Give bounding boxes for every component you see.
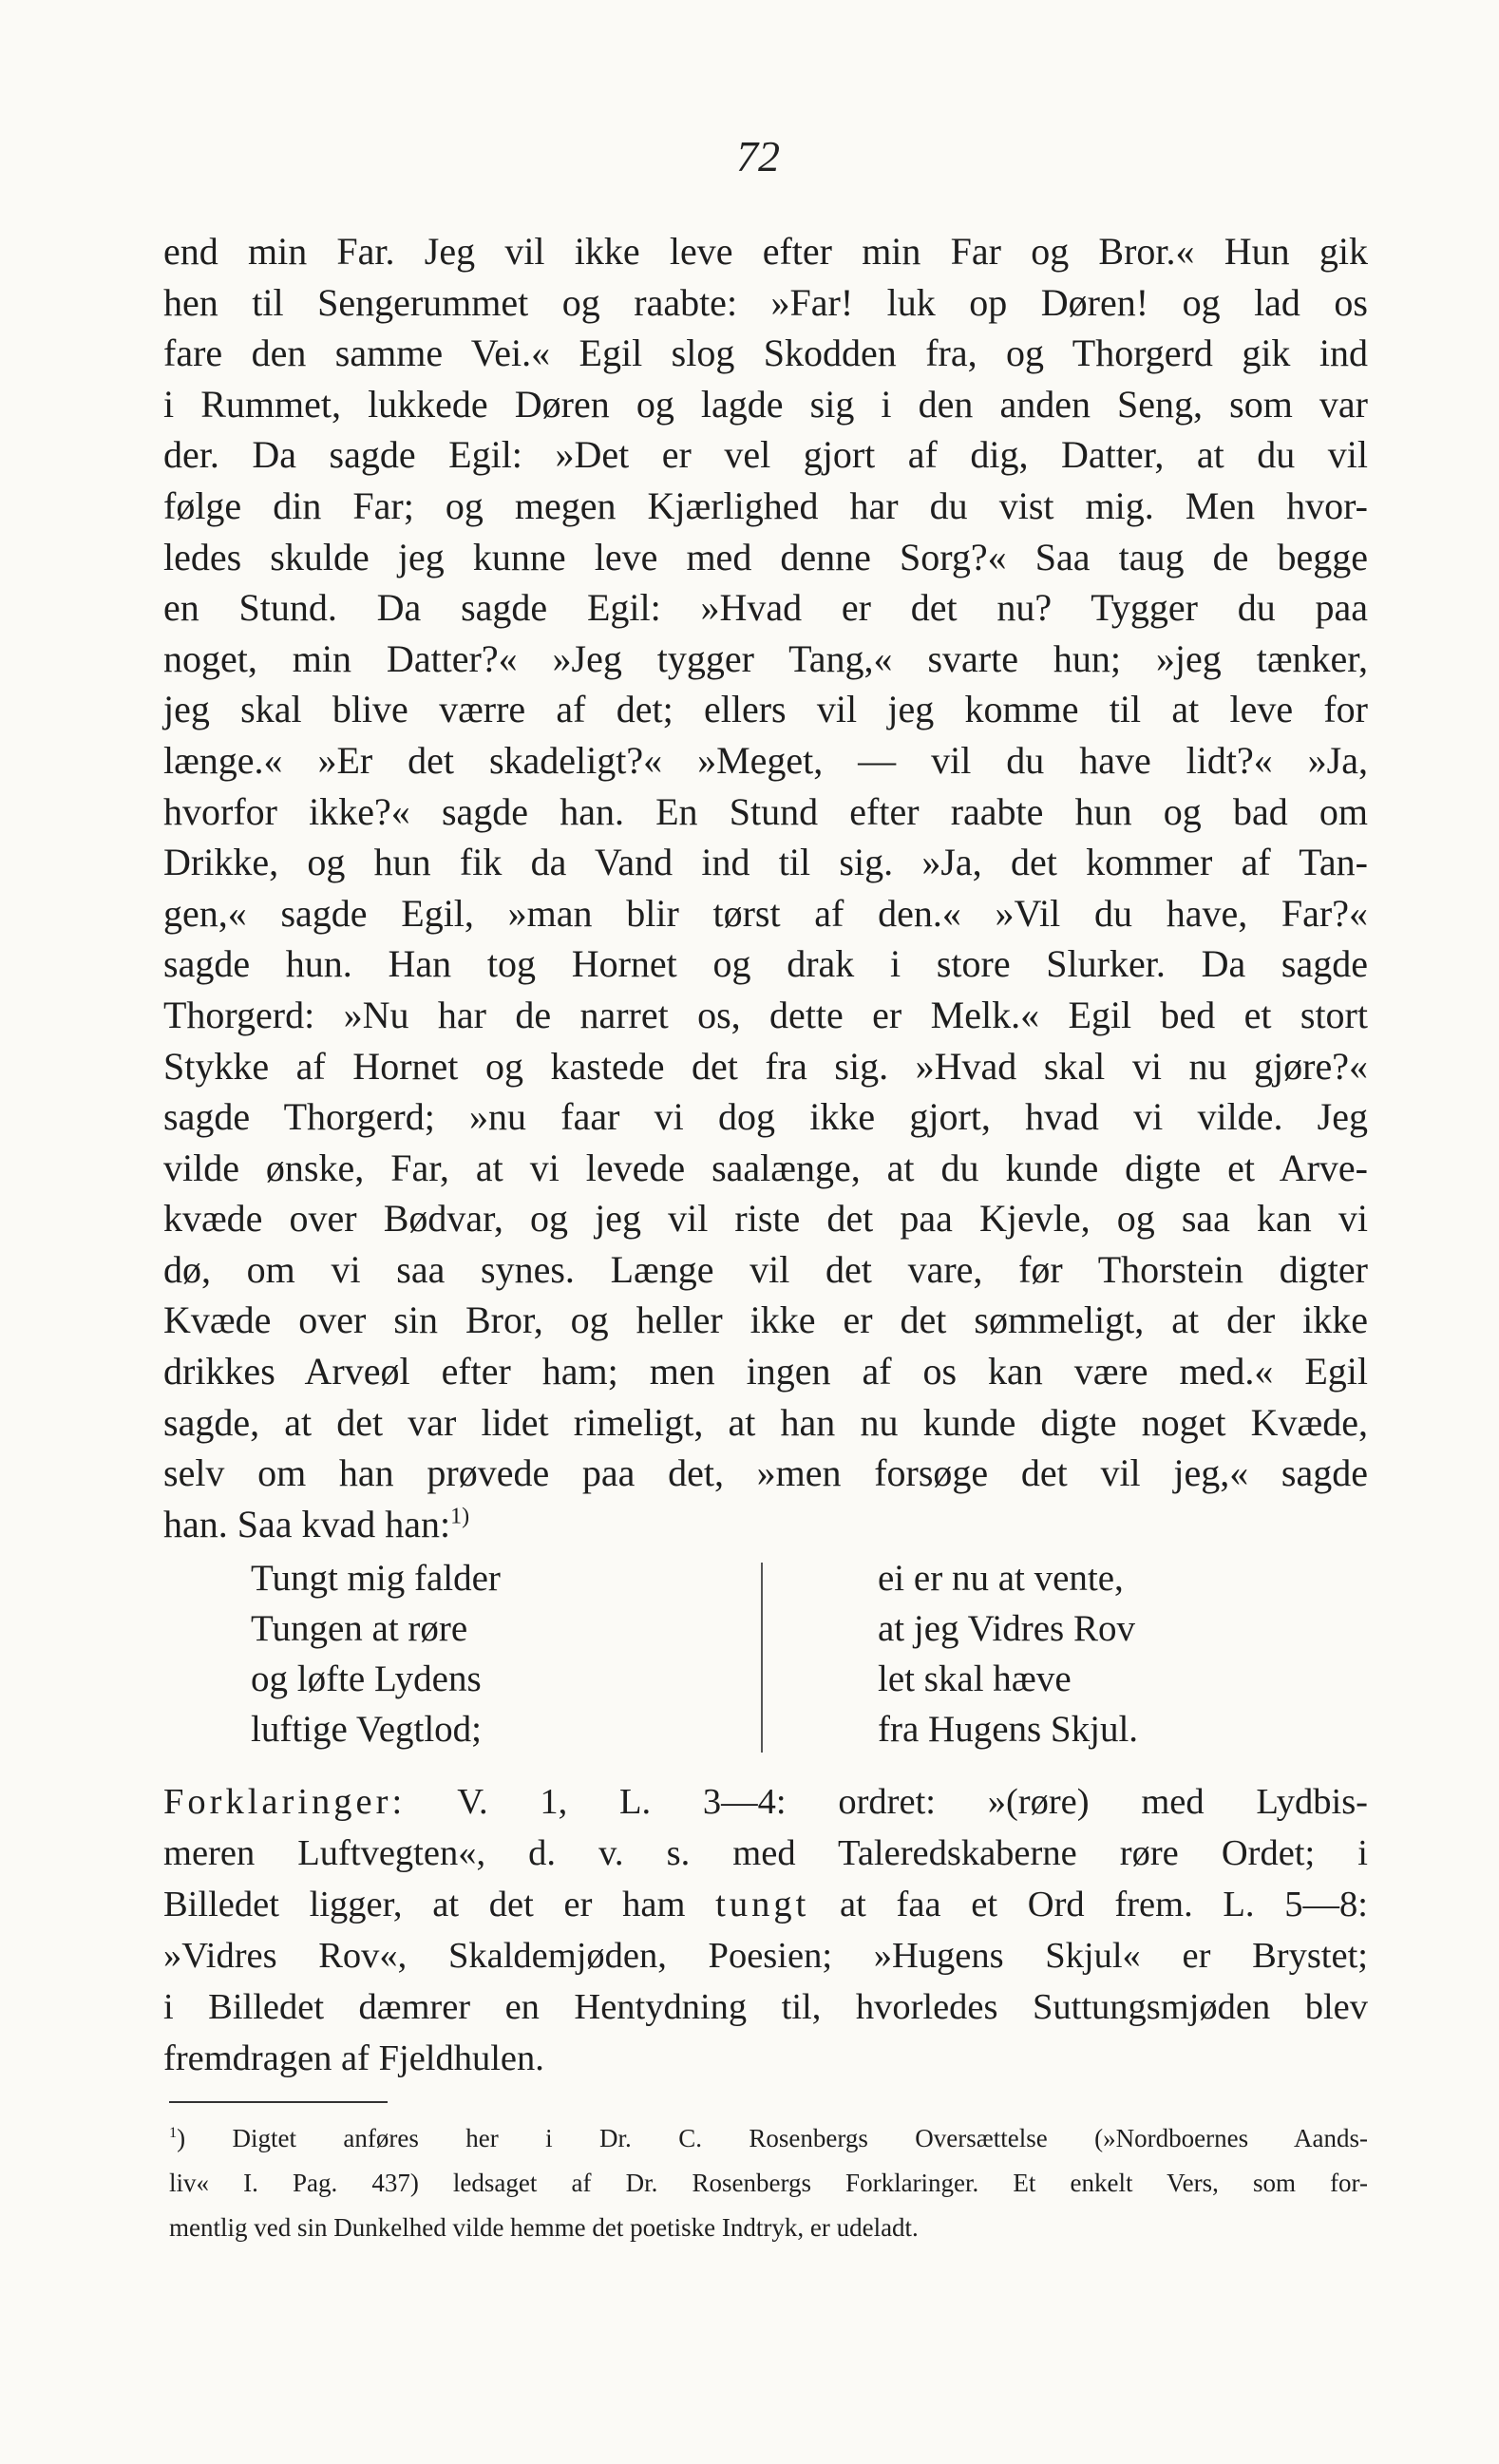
body-line: fare den samme Vei.« Egil slog Skodden fra, og Thorgerd gik ind [163,332,1368,375]
body-line-text: han. Saa kvad han: [163,1502,451,1545]
body-line: Stykke af Hornet og kastede det fra sig. »Hvad skal vi nu gjøre?« [163,1044,1368,1088]
poem-line: og løfte Lydens [251,1658,482,1699]
body-line: end min Far. Jeg vil ikke leve efter min Far og Bror.« Hun gik [163,230,1368,273]
explanations [163,1776,1368,2084]
explanation-text: Billedet ligger, at det er ham [163,1885,716,1924]
body-line: i Rummet, lukkede Døren og lagde sig i den anden Seng, som var [163,382,1368,426]
body-line: længe.« »Er det skadeligt?« »Meget, — vil du have lidt?« »Ja, [163,738,1368,782]
body-line: drikkes Arveøl efter ham; men ingen af os kan være med.« Egil [163,1350,1368,1393]
poem-line: luftige Vegtlod; [251,1709,483,1750]
explanation-emphasis: tungt [715,1885,810,1924]
body-line: hvorfor ikke?« sagde han. En Stund efter raabte hun og bad om [163,789,1368,833]
explanation-text: at faa et Ord frem. L. 5—8: [809,1885,1368,1924]
body-line: følge din Far; og megen Kjærlighed har du vist mig. Men hvor- [163,483,1368,527]
poem-line: ei er nu at vente, [878,1558,1124,1599]
body-line: en Stund. Da sagde Egil: »Hvad er det nu? Tygger du paa [163,586,1368,630]
footnote-line: liv« I. Pag. 437) ledsaget af Dr. Rosenbergs Forklaringer. Et enkelt Vers, som for- [169,2169,1368,2197]
explanation-line: fremdragen af Fjeldhulen. [163,2038,544,2078]
footnote-line: mentlig ved sin Dunkelhed vilde hemme det poetiske Indtryk, er udeladt. [169,2213,919,2242]
body-line: noget, min Datter?« »Jeg tygger Tang,« svarte hun; »jeg tænker, [163,636,1368,680]
body-line: kvæde over Bødvar, og jeg vil riste det paa Kjevle, og saa kan vi [163,1197,1368,1241]
footnote-text: ) Digtet anføres her i Dr. C. Rosenbergs Oversættelse (»Nordboernes Aands- [177,2124,1368,2152]
page-number: 72 [736,132,780,180]
poem-left-column [251,1553,501,1754]
poem-line: at jeg Vidres Rov [878,1608,1135,1649]
explanation-line: »Vidres Rov«, Skaldemjøden, Poesien; »Hugens Skjul« er Brystet; [163,1936,1368,1976]
body-line: sagde, at det var lidet rimeligt, at han nu kunde digte noget Kvæde, [163,1400,1368,1444]
body-text [163,226,1368,1549]
body-line: der. Da sagde Egil: »Det er vel gjort af dig, Datter, at du vil [163,433,1368,477]
body-line: jeg skal blive værre af det; ellers vil jeg komme til at leve for [163,688,1368,731]
body-line: vilde ønske, Far, at vi levede saalænge, at du kunde digte et Arve- [163,1146,1368,1189]
body-line: selv om han prøvede paa det, »men forsøge det vil jeg,« sagde [163,1451,1368,1495]
body-line: hen til Sengerummet og raabte: »Far! luk op Døren! og lad os [163,280,1368,324]
body-line: dø, om vi saa synes. Længe vil det vare, før Thorstein digter [163,1247,1368,1291]
poem-line: let skal hæve [878,1658,1072,1699]
footnote-ref-number: 1 [450,1504,463,1529]
body-line: Kvæde over sin Bror, og heller ikke er det sømmeligt, at der ikke [163,1298,1368,1342]
poem-line: Tungt mig falder [251,1558,501,1599]
body-line: gen,« sagde Egil, »man blir tørst af den.« »Vil du have, Far?« [163,891,1368,935]
poem-line: fra Hugens Skjul. [878,1709,1139,1750]
footnote [169,2116,1368,2250]
body-line: sagde hun. Han tog Hornet og drak i store Slurker. Da sagde [163,942,1368,986]
poem-right-column [878,1553,1138,1754]
body-line: ledes skulde jeg kunne leve med denne Sorg?« Saa taug de begge [163,535,1368,578]
body-line: Drikke, og hun fik da Vand ind til sig. »Ja, det kommer af Tan- [163,841,1368,884]
footnote-line [169,2116,1368,2161]
poem [251,1553,1201,1753]
explanation-line [163,1879,1368,1930]
explanation-line: meren Luftvegten«, d. v. s. med Taleredskaberne røre Ordet; i [163,1833,1368,1873]
explanation-line: i Billedet dæmrer en Hentydning til, hvorledes Suttungsmjøden blev [163,1987,1368,2027]
body-line [163,1499,1368,1550]
footnote-number: 1 [169,2124,178,2141]
body-line: Thorgerd: »Nu har de narret os, dette er Melk.« Egil bed et stort [163,993,1368,1036]
poem-divider [761,1563,763,1753]
footnote-rule [169,2101,388,2103]
footnote-ref: 1) [450,1504,470,1529]
explanation-heading: Forklaringer: [163,1782,407,1822]
explanation-line [163,1776,1368,1828]
body-line: sagde Thorgerd; »nu faar vi dog ikke gjort, hvad vi vilde. Jeg [163,1095,1368,1139]
poem-line: Tungen at røre [251,1608,468,1649]
explanation-text: V. 1, L. 3—4: ordret: »(røre) med Lydbis- [406,1782,1368,1822]
